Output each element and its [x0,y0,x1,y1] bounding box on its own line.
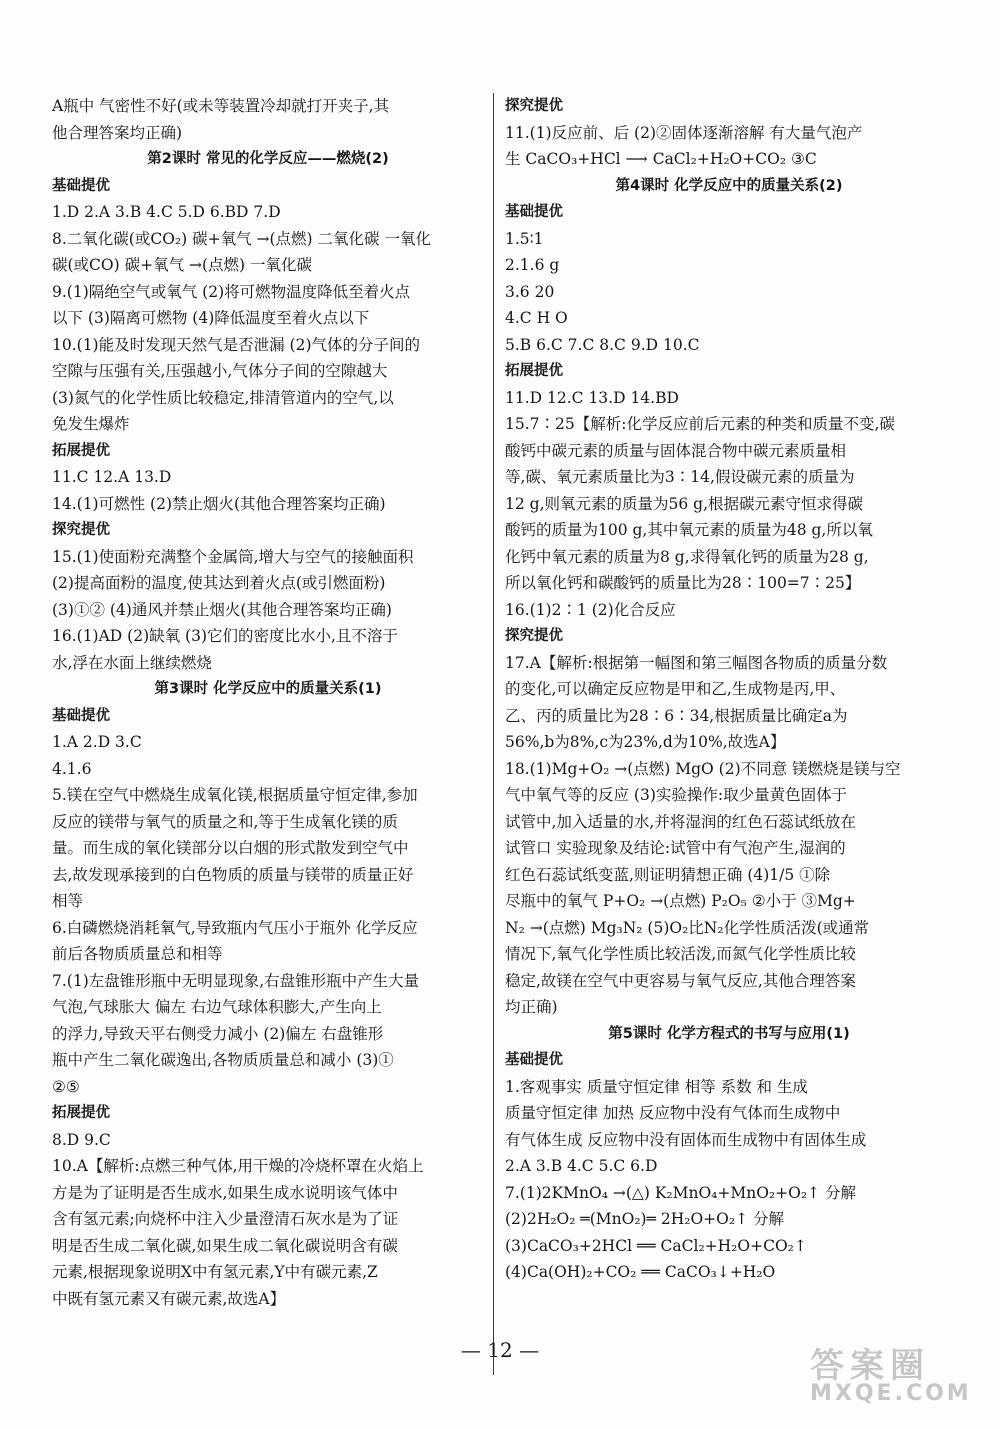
answer-line: 7.(1)左盘锥形瓶中无明显现象,右盘锥形瓶中产生大量 [52,971,420,990]
answer-line: 11.(1)反应前、后 (2)②固体逐渐溶解 有大量气泡产 [505,123,863,142]
answer-line: (2)2H₂O₂ ═(MnO₂)═ 2H₂O+O₂↑ 分解 [505,1210,784,1228]
answer-line: 14.(1)可燃性 (2)禁止烟火(其他合理答案均正确) [52,494,386,513]
answer-line: 水,浮在水面上继续燃烧 [52,653,212,672]
left-column [52,93,484,1312]
answer-line: 15.7∶25【解析:化学反应前后元素的种类和质量不变,碳 [505,415,895,433]
answer-line: 11.D 12.C 13.D 14.BD [505,388,679,407]
subsection-heading: 基础提优 [52,177,110,194]
answer-line: 1.A 2.D 3.C [52,733,142,751]
answer-line: 红色石蕊试纸变蓝,则证明猜想正确 (4)1/5 ①除 [505,865,831,884]
section-title: 第4课时 化学反应中的质量关系(2) [615,177,843,194]
answer-line: 的浮力,导致天平右侧受力减小 (2)偏左 右盘锥形 [52,1024,384,1043]
answer-line: 酸钙中碳元素的质量与固体混合物中碳元素质量相 [505,441,847,460]
answer-line: 15.(1)使面粉充满整个金属筒,增大与空气的接触面积 [52,547,414,566]
answer-line: 以下 (3)隔离可燃物 (4)降低温度至着火点以下 [52,309,370,327]
answer-line: 质量守恒定律 加热 反应物中没有气体而生成物中 [505,1104,841,1122]
answer-line: 1.客观事实 质量守恒定律 相等 系数 和 生成 [505,1077,808,1096]
subsection-heading: 探究提优 [505,98,563,114]
answer-line: 免发生爆炸 [52,415,130,433]
answer-line: 量。而生成的氧化镁部分以白烟的形式散发到空气中 [52,839,409,857]
answer-line: 有气体生成 反应物中没有固体而生成物中有固体生成 [505,1130,867,1149]
answer-line: 碳(或CO) 碳+氧气 →(点燃) 一氧化碳 [52,256,313,274]
answer-line: 乙、丙的质量比为28∶6∶34,根据质量比确定a为 [505,706,848,725]
answer-line: 9.(1)隔绝空气或氧气 (2)将可燃物温度降低至着火点 [52,282,411,301]
answer-line: 8.二氧化碳(或CO₂) 碳+氧气 →(点燃) 二氧化碳 一氧化 [52,229,431,248]
watermark-logo [810,1338,990,1418]
answer-line: 反应的镁带与氧气的质量之和,等于生成氧化镁的质 [52,812,398,831]
answer-line: 2.A 3.B 4.C 5.C 6.D [505,1157,658,1175]
answer-line: 相等 [52,892,84,910]
answer-line: 7.(1)2KMnO₄ →(△) K₂MnO₄+MnO₂+O₂↑ 分解 [505,1183,856,1202]
answer-line: 均正确) [505,998,558,1016]
answer-line: 含有氢元素;向烧杯中注入少量澄清石灰水是为了证 [52,1210,399,1228]
answer-line: (3)CaCO₃+2HCl ══ CaCl₂+H₂O+CO₂↑ [505,1236,807,1255]
answer-line: 1.5∶1 [505,229,544,248]
answer-line: 他合理答案均正确) [52,123,183,142]
answer-line: 4.1.6 [52,759,92,778]
answer-line: 尽瓶中的氧气 P+O₂ →(点燃) P₂O₅ ②小于 ③Mg+ [505,892,856,910]
answer-line: ②⑤ [52,1077,80,1096]
answer-line: 1.D 2.A 3.B 4.C 5.D 6.BD 7.D [52,203,281,221]
column-divider [493,93,494,1375]
answer-line: (4)Ca(OH)₂+CO₂ ══ CaCO₃↓+H₂O [505,1263,776,1281]
answer-line: 10.(1)能及时发现天然气是否泄漏 (2)气体的分子间的 [52,335,420,354]
answer-line: 5.镁在空气中燃烧生成氧化镁,根据质量守恒定律,参加 [52,786,418,804]
answer-line: 10.A【解析:点燃三种气体,用干燥的冷烧杯罩在火焰上 [52,1157,424,1175]
answer-line: 3.6 20 [505,282,555,301]
answer-line: 明是否生成二氧化碳,如果生成二氧化碳说明含有碳 [52,1236,398,1255]
answer-line: 生 CaCO₃+HCl ⟶ CaCl₂+H₂O+CO₂ ③C [505,150,817,168]
answer-line: N₂ →(点燃) Mg₃N₂ (5)O₂比N₂化学性质活泼(或通常 [505,918,870,937]
page-number: — 12 — [460,1338,540,1362]
answer-line: 去,故发现承接到的白色物质的质量与镁带的质量正好 [52,865,414,884]
answer-line: 16.(1)AD (2)缺氧 (3)它们的密度比水小,且不溶于 [52,627,398,645]
subsection-heading: 拓展提优 [505,363,563,379]
answer-line: 8.D 9.C [52,1130,111,1149]
answer-line: 所以氧化钙和碳酸钙的质量比为28∶100=7∶25】 [505,574,861,592]
answer-line: 情况下,氧气化学性质比较活泼,而氮气化学性质比较 [505,945,856,963]
answer-line: 气泡,气球胀大 偏左 右边气球体积膨大,产生向上 [52,998,382,1016]
answer-line: 6.白磷燃烧消耗氧气,导致瓶内气压小于瓶外 化学反应 [52,918,418,937]
answer-line: 中既有氢元素又有碳元素,故选A】 [52,1289,286,1308]
answer-line: 前后各物质质量总和相等 [52,945,223,963]
right-column [505,93,953,1286]
subsection-heading: 基础提优 [52,707,110,724]
answer-line: A瓶中 气密性不好(或未等装置冷却就打开夹子,其 [52,97,390,115]
subsection-heading: 拓展提优 [52,1105,110,1121]
answer-line: 等,碳、氧元素质量比为3∶14,假设碳元素的质量为 [505,468,855,486]
answer-line: 17.A【解析:根据第一幅图和第三幅图各物质的质量分数 [505,653,888,672]
answer-line: 稳定,故镁在空气中更容易与氧气反应,其他合理答案 [505,971,856,990]
answer-line: 化钙中氧元素的质量为8 g,求得氧化钙的质量为28 g, [505,547,869,566]
section-title: 第3课时 化学反应中的质量关系(1) [154,681,382,697]
watermark-url: MXQE.COM [810,1381,972,1406]
answer-line: 16.(1)2∶1 (2)化合反应 [505,600,676,619]
subsection-heading: 基础提优 [505,204,563,220]
section-title: 第5课时 化学方程式的书写与应用(1) [608,1025,850,1042]
answer-line: 气中氧气等的反应 (3)实验操作:取少量黄色固体于 [505,786,848,804]
answer-line: 18.(1)Mg+O₂ →(点燃) MgO (2)不同意 镁燃烧是镁与空 [505,759,901,778]
answer-line: 12 g,则氧元素的质量为56 g,根据碳元素守恒求得碳 [505,494,863,513]
answer-line: 方是为了证明是否生成水,如果生成水说明该气体中 [52,1183,398,1202]
answer-line: (3)①② (4)通风并禁止烟火(其他合理答案均正确) [52,600,392,619]
answer-line: 试管中,加入适量的水,并将湿润的红色石蕊试纸放在 [505,812,856,831]
answer-line: (3)氮气的化学性质比较稳定,排清管道内的空气,以 [52,388,394,407]
answer-line: 空隙与压强有关,压强越小,气体分子间的空隙越大 [52,362,388,380]
answer-line: 酸钙的质量为100 g,其中氧元素的质量为48 g,所以氧 [505,521,873,539]
answer-line: (2)提高面粉的温度,使其达到着火点(或引燃面粉) [52,574,386,592]
answer-line: 的变化,可以确定反应物是甲和乙,生成物是丙,甲、 [505,680,846,698]
answer-line: 瓶中产生二氧化碳逸出,各物质质量总和减小 (3)① [52,1051,394,1069]
watermark-text: 答案圈 [810,1346,930,1386]
answer-line: 试管口 实验现象及结论:试管中有气泡产生,湿润的 [505,839,846,857]
answer-line: 56%,b为8%,c为23%,d为10%,故选A】 [505,733,786,751]
answer-line: 5.B 6.C 7.C 8.C 9.D 10.C [505,335,700,354]
answer-line: 4.C H O [505,309,568,327]
answer-line: 元素,根据现象说明X中有氢元素,Y中有碳元素,Z [52,1263,378,1281]
subsection-heading: 拓展提优 [52,442,110,459]
answer-line: 2.1.6 g [505,256,560,274]
subsection-heading: 探究提优 [505,628,563,644]
subsection-heading: 探究提优 [52,522,110,538]
answer-line: 11.C 12.A 13.D [52,468,172,486]
subsection-heading: 基础提优 [505,1052,563,1068]
section-title: 第2课时 常见的化学反应——燃烧(2) [147,151,389,167]
